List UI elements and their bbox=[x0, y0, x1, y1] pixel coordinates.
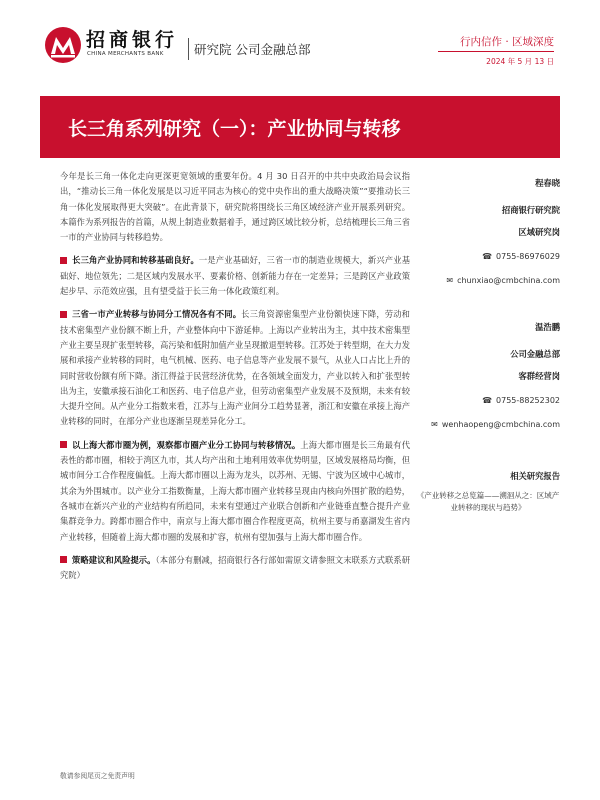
key-point-heading: 以上海大都市圈为例，观察都市圈产业分工协同与转移情况。 bbox=[72, 439, 301, 450]
key-point-4 bbox=[60, 553, 410, 584]
bullet-square-icon bbox=[60, 556, 67, 563]
main-content bbox=[60, 169, 410, 591]
key-point-heading: 策略建议和风险提示。 bbox=[72, 554, 156, 565]
author-block bbox=[416, 178, 560, 286]
key-point-heading: 三省一市产业转移与协同分工情况各有不同。 bbox=[72, 309, 242, 320]
bullet-square-icon bbox=[60, 441, 67, 448]
bank-logo-icon bbox=[44, 26, 82, 64]
key-point-2 bbox=[60, 307, 410, 429]
author-phone bbox=[416, 251, 560, 262]
report-type-label: 行内信作 · 区域深度 bbox=[459, 36, 554, 48]
key-point-body: 一是产业基础好，三省一市的制造业规模大，新兴产业基础好、地位领先；二是区域内发展水平、要素价格、创新能力存在一定差异；三是跨区产业政策起步早、示范效应强，且有望受益于长三角一体化政策红利。 bbox=[60, 255, 410, 297]
email-icon: ✉ bbox=[431, 420, 438, 429]
author-email bbox=[416, 275, 560, 286]
author-org: 公司金融总部 bbox=[510, 349, 560, 359]
related-reports-title: 相关研究报告 bbox=[510, 471, 560, 481]
bank-name-en: CHINA MERCHANTS BANK bbox=[87, 51, 164, 57]
related-reports bbox=[416, 470, 560, 514]
header-rule bbox=[438, 51, 554, 52]
author-email-address[interactable]: wenhaopeng@cmbchina.com bbox=[441, 420, 560, 429]
disclaimer-note: 敬请参阅尾页之免责声明 bbox=[60, 772, 135, 780]
author-block bbox=[416, 322, 560, 430]
author-phone bbox=[416, 395, 560, 406]
author-name: 温浩鹏 bbox=[535, 322, 560, 332]
title-banner bbox=[40, 96, 560, 158]
author-email-address[interactable]: chunxiao@cmbchina.com bbox=[457, 276, 560, 285]
key-point-body: （本部分有删减，招商银行各行部如需原文请参照文末联系方式联系研究院） bbox=[60, 554, 410, 581]
key-point-1 bbox=[60, 253, 410, 299]
author-phone-number: 0755-88252302 bbox=[496, 396, 560, 405]
publish-date: 2024 年 5 月 13 日 bbox=[486, 57, 554, 66]
key-point-3 bbox=[60, 438, 410, 545]
intro-paragraph: 今年是长三角一体化走向更深更宽领域的重要年份。4 月 30 日召开的中共中央政治局会议指出，“推动长三角一体化发展是以习近平同志为核心的党中央作出的重大战略决策”“要推动长三角一体化发展取得更大突破”。在此背景下，研究院将围绕长三角区域经济产业开展系列研究。本篇作为系列报告的首篇，从规上制造业数据着手，通过跨区域比较分析，总结梳理长三角三省一市的产业协同与转移趋势。 bbox=[60, 171, 410, 243]
key-point-body: 长三角资源密集型产业份额快速下降，劳动和技术密集型产业份额不断上升，产业整体向中下游延伸。上海以产业转出为主，其中技术密集型产业主要呈现扩张型转移，高污染和低附加值产业呈现撤退型转移。江苏处于转型期，在大力发展和承接产业转移的同时，电气机械、医药、电子信息等产业发展不景气，从业人口占比上升的同时营收份额有所下降。浙江得益于民营经济优势，在各领域全面发力，产业以转入和扩张型转出为主，安徽承接石油化工和医药、电子信息产业，但劳动密集型产业发展不及预期，未来有较大提升空间。从产业分工指数来看，江苏与上海产业间分工趋势显著，浙江和安徽在承接上海产业转移的同时，在部分产业也逐渐呈现差异化分工。 bbox=[60, 309, 410, 427]
report-title: 长三角系列研究（一）：产业协同与转移 bbox=[68, 118, 401, 140]
phone-icon: ☎ bbox=[482, 252, 493, 261]
related-report-link[interactable]: 《产业转移之总览篇——溯洄从之：区域产业转移的现状与趋势》 bbox=[416, 491, 560, 512]
author-position: 区域研究岗 bbox=[518, 227, 560, 237]
key-point-heading: 长三角产业协同和转移基础良好。 bbox=[72, 255, 199, 266]
department-label: 研究院 公司金融总部 bbox=[194, 42, 311, 57]
author-org: 招商银行研究院 bbox=[501, 205, 560, 215]
email-icon: ✉ bbox=[446, 276, 454, 285]
bullet-square-icon bbox=[60, 257, 67, 264]
header-divider bbox=[188, 38, 189, 60]
key-point-body: 上海大都市圈是长三角最有代表性的都市圈，相较于湾区九市，其人均产出和土地利用效率优势明显，区域发展格局均衡，但城市间分工合作程度偏低。上海大都市圈以上海为龙头，以苏州、无锡、宁波为区域中心城市，其余为外围城市。以产业分工指数衡量，上海大都市圈产业转移呈现由内核向外围扩散的趋势，各城市在新兴产业的产业结构有所趋同，未来有望通过产业联合创新和产业链垂直整合提升产业集群竞争力。跨都市圈合作中，南京与上海大都市圈合作程度更高，杭州主要与甬嘉湖发生省内产业转移，但随着上海大都市圈的发展和扩容，杭州有望加强与上海大都市圈合作。 bbox=[60, 439, 410, 542]
bullet-square-icon bbox=[60, 311, 67, 318]
author-name: 程春晓 bbox=[535, 178, 560, 188]
phone-icon: ☎ bbox=[482, 396, 493, 405]
author-position: 客群经营岗 bbox=[518, 371, 560, 381]
author-sidebar bbox=[416, 178, 560, 514]
author-email bbox=[416, 419, 560, 430]
author-phone-number: 0755-86976029 bbox=[496, 252, 560, 261]
bank-name: 招商银行 bbox=[86, 29, 179, 51]
